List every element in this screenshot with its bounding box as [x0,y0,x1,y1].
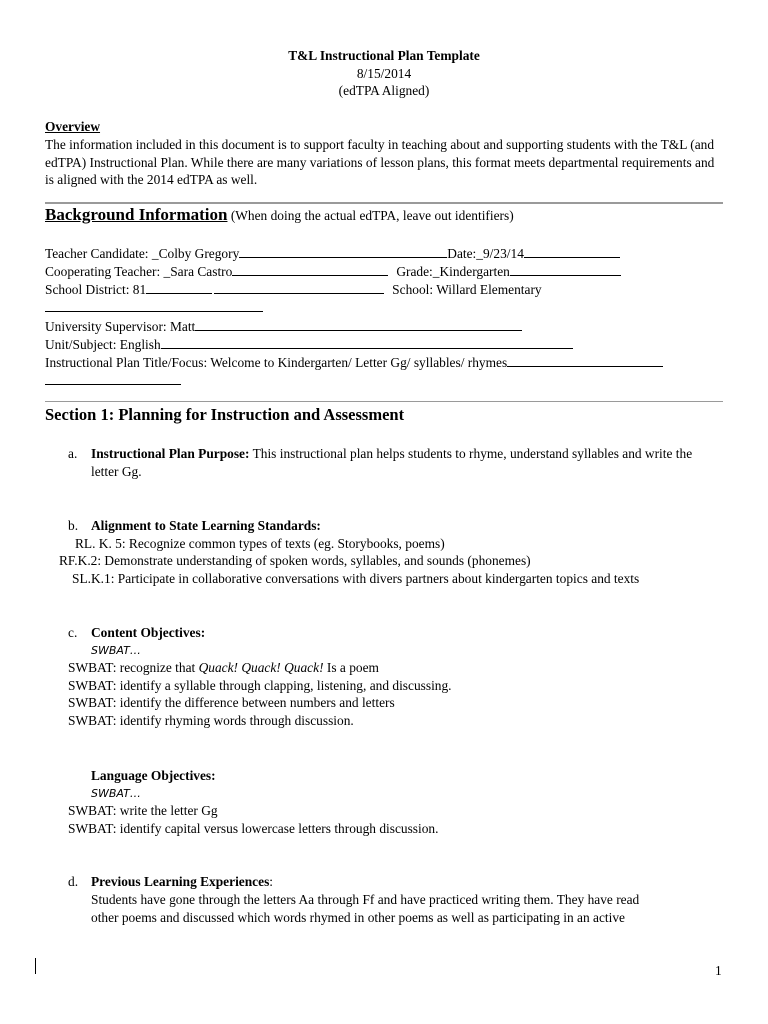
supervisor-field: University Supervisor: Matt [45,319,196,334]
school-district-field: School District: 81 [45,282,147,297]
document-subtitle: (edTPA Aligned) [338,83,430,98]
content-objective: SWBAT: identify the difference between numbers and letters [68,695,395,710]
blank-line [239,245,447,258]
blank-line [195,318,522,331]
blank-line [45,372,181,385]
date-field: Date:_9/23/14 [447,246,524,261]
teacher-candidate-row [45,245,620,263]
overview-text: The information included in this document is to support faculty in teaching about and supporting students with the T&L (and edTPA) Instructional Plan. While there are many variations of lesson plans, this format meets departmental requirements and is aligned with the 2014 edTPA as well. [45,137,715,187]
plan-title-continuation-row [45,372,181,390]
document-date: 8/15/2014 [356,65,412,81]
language-objective: SWBAT: write the letter Gg [68,803,218,818]
continuation-blank-row [45,299,263,317]
previous-learning-label: Previous Learning Experiences [91,874,270,889]
blank-line [161,336,573,349]
document-header [0,47,768,100]
poem-title: Quack! Quack! Quack! [198,660,324,675]
content-objectives-label: Content Objectives: [91,625,206,640]
content-objective: SWBAT: identify a syllable through clapping, listening, and discussing. [68,678,452,693]
teacher-candidate-field: Teacher Candidate: _Colby Gregory [45,246,240,261]
unit-subject-row [45,336,573,354]
grade-field: Grade:_Kindergarten [396,264,510,279]
blank-line [146,281,212,294]
plan-title-row [45,354,663,372]
previous-learning-line: Students have gone through the letters Aa through Ff and have practiced writing them. They have read [91,892,640,907]
standard-slk1: SL.K.1: Participate in collaborative conversations with divers partners about kindergarten topics and texts [72,571,640,586]
previous-learning-line: other poems and discussed which words rhymed in other poems as well as participating in an active [91,910,626,925]
unit-subject-field: Unit/Subject: English [45,337,161,352]
content-swbat-prompt: SWBAT… [91,644,141,657]
item-a-purpose [91,445,721,480]
purpose-label: Instructional Plan Purpose: [91,446,250,461]
standards-label: Alignment to State Learning Standards: [91,518,321,533]
objective-text: SWBAT: recognize that [68,660,199,675]
item-a-marker: a. [68,446,78,461]
previous-learning-heading [91,873,721,891]
blank-line [510,263,621,276]
section1-heading: Section 1: Planning for Instruction and Assessment [45,405,405,424]
item-b-marker: b. [68,518,79,533]
background-heading: Background Information [45,205,228,224]
item-c-marker: c. [68,625,78,640]
supervisor-row [45,318,522,336]
objective-text: Is a poem [323,660,379,675]
language-swbat-prompt: SWBAT… [91,787,141,800]
background-heading-row [45,206,725,225]
divider [45,401,723,402]
language-objective: SWBAT: identify capital versus lowercase letters through discussion. [68,821,439,836]
document-title: T&L Instructional Plan Template [288,48,480,63]
blank-line [507,354,663,367]
standard-rfk2: RF.K.2: Demonstrate understanding of spoken words, syllables, and sounds (phonemes) [59,553,531,568]
school-district-row [45,281,542,299]
blank-line [45,299,263,312]
item-d-marker: d. [68,874,79,889]
background-note: (When doing the actual edTPA, leave out identifiers) [227,208,514,223]
divider [45,202,723,204]
school-field: School: Willard Elementary [392,282,542,297]
standard-rlk5: RL. K. 5: Recognize common types of texts (eg. Storybooks, poems) [75,536,445,551]
blank-line [232,263,388,276]
overview-heading: Overview [45,119,101,134]
content-objective [68,659,379,677]
label-colon: : [269,874,274,889]
page-number: 1 [715,963,722,978]
cooperating-teacher-field: Cooperating Teacher: _Sara Castro [45,264,233,279]
cooperating-teacher-row [45,263,621,281]
blank-line [214,281,384,294]
purpose-text: This instructional plan helps students to rhyme, understand syllables and write the letter Gg. [91,446,693,479]
blank-line [524,245,620,258]
language-objectives-label: Language Objectives: [91,768,216,783]
text-cursor [35,958,36,974]
plan-title-field: Instructional Plan Title/Focus: Welcome to Kindergarten/ Letter Gg/ syllables/ rhymes [45,355,508,370]
content-objective: SWBAT: identify rhyming words through discussion. [68,713,354,728]
